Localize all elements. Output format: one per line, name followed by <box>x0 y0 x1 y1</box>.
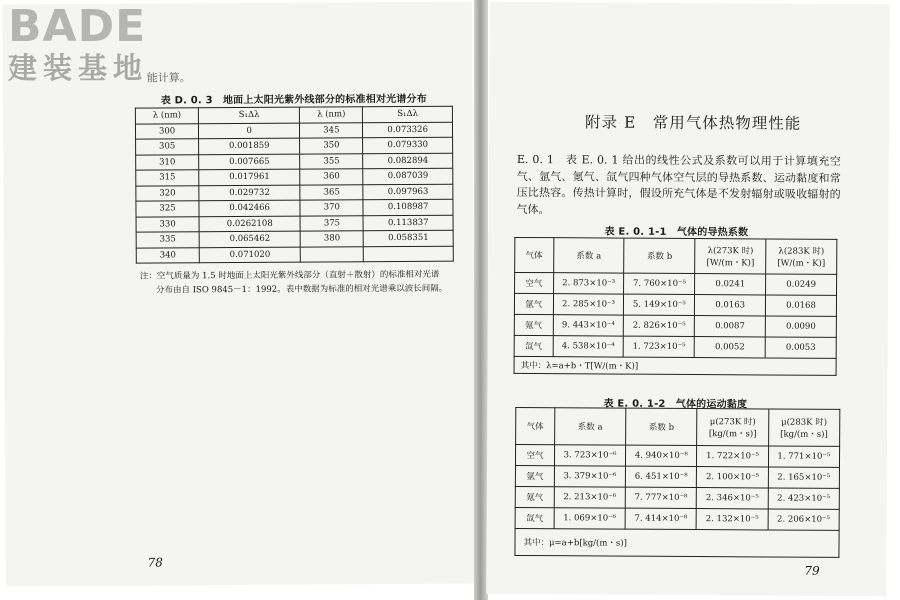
table-cell: 氩气 <box>515 465 554 486</box>
bade-watermark-logo <box>8 1 183 85</box>
table-e1 <box>514 237 838 376</box>
table-cell: 氩气 <box>514 293 553 314</box>
table-cell <box>301 246 364 262</box>
table-cell: 氙气 <box>514 335 553 356</box>
table-row <box>515 272 837 295</box>
table-cell: 0.073326 <box>363 122 453 138</box>
table-cell: 0.0262108 <box>199 216 300 232</box>
table-cell: 370 <box>300 200 363 216</box>
table-footer-row <box>515 528 839 557</box>
header-cell: 气体 <box>516 407 555 444</box>
header-cell: S₁Δλ <box>363 106 453 122</box>
table-cell: 0.082894 <box>363 153 453 169</box>
table-cell: 340 <box>136 247 199 263</box>
note-line: 分布由自 ISO 9845－1：1992。表中数据为标准的相对光谱乘以波长间隔。 <box>155 283 448 296</box>
table-cell: 315 <box>136 170 199 186</box>
header-cell <box>697 409 768 446</box>
table-cell: 325 <box>136 201 199 217</box>
table-cell: 2. 873×10⁻³ <box>553 273 624 294</box>
table-cell: 310 <box>136 154 199 170</box>
table-cell <box>364 246 454 262</box>
table-cell: 氙气 <box>515 507 554 528</box>
table-row <box>515 507 839 530</box>
table-cell: 氪气 <box>515 486 554 507</box>
table-cell: 1. 069×10⁻⁶ <box>554 508 625 529</box>
table-e1-caption: 表 E. 0. 1-1 气体的导热系数 <box>604 226 749 239</box>
table-cell: 0.0241 <box>695 274 766 295</box>
table-d03-caption: 表 D. 0. 3 地面上太阳光紫外线部分的标准相对光谱分布 <box>160 93 427 107</box>
table-cell: 7. 760×10⁻⁵ <box>624 273 695 294</box>
table-cell: 2. 423×10⁻⁵ <box>768 488 839 509</box>
header-line: [W/(m・K)] <box>777 258 826 269</box>
appendix-title: 附录 E 常用气体热物理性能 <box>585 113 802 133</box>
table-cell: 0.087039 <box>363 168 453 184</box>
header-cell: 系数 a <box>553 238 624 273</box>
table-cell: 0.0163 <box>695 295 766 316</box>
table-cell: 2. 826×10⁻⁵ <box>624 315 695 336</box>
table-cell: 6. 451×10⁻⁸ <box>625 466 696 487</box>
table-row <box>136 246 453 263</box>
table-cell: 3. 723×10⁻⁶ <box>554 445 625 466</box>
header-cell: 气体 <box>515 237 554 272</box>
table-cell: 9. 443×10⁻⁴ <box>553 315 624 336</box>
table-cell: 335 <box>136 232 199 248</box>
table-cell: 0.113837 <box>363 215 453 231</box>
table-footer: 其中：λ=a+b・T[W/(m・K)] <box>514 356 836 375</box>
table-cell: 2. 206×10⁻⁵ <box>768 509 839 530</box>
table-cell: 5. 149×10⁻⁵ <box>624 294 695 315</box>
page-number: 79 <box>804 563 820 578</box>
table-cell: 0.017961 <box>199 169 300 185</box>
table-cell: 0.001859 <box>199 138 300 154</box>
table-cell: 0.029732 <box>199 185 300 201</box>
table-row <box>514 293 836 316</box>
table-header-row <box>515 237 837 274</box>
table-cell: 0.0087 <box>695 316 766 337</box>
table-cell: 330 <box>136 216 199 232</box>
table-cell: 0.097963 <box>363 184 453 200</box>
header-line: λ(273K 时) <box>707 246 754 257</box>
header-cell: 系数 b <box>624 238 695 273</box>
table-cell: 氪气 <box>514 314 553 335</box>
table-cell: 365 <box>300 184 363 200</box>
table-cell: 1. 722×10⁻⁵ <box>697 446 768 467</box>
table-cell: 0.0249 <box>766 274 837 295</box>
table-cell: 0 <box>199 123 300 139</box>
table-cell: 1. 771×10⁻⁵ <box>768 446 839 467</box>
section-paragraph: E. 0. 1 表 E. 0. 1 给出的线性公式及系数可以用于计算填充空气、氩气、氪气、氙气四种气体空气层的导热系数、运动黏度和常压比热容。传热计算时，假设所充气体是不发射辐射或吸收辐射的气体。 <box>516 152 841 216</box>
table-cell: 1. 723×10⁻⁵ <box>624 336 695 357</box>
table-cell: 3. 379×10⁻⁶ <box>554 466 625 487</box>
table-row <box>515 465 839 488</box>
table-cell: 0.108987 <box>363 199 453 215</box>
table-cell: 2. 165×10⁻⁵ <box>768 467 839 488</box>
table-cell: 7. 777×10⁻⁸ <box>625 487 696 508</box>
header-line: [kg/(m・s)] <box>708 429 757 440</box>
table-cell: 300 <box>135 123 198 139</box>
table-cell: 380 <box>300 231 363 247</box>
header-cell: 系数 b <box>626 408 697 445</box>
header-line: μ(283K 时) <box>781 417 828 428</box>
table-cell: 2. 285×10⁻³ <box>553 294 624 315</box>
table-cell: 320 <box>136 185 199 201</box>
table-e2 <box>514 407 840 558</box>
table-cell: 0.042466 <box>199 200 300 216</box>
table-cell: 0.071020 <box>199 247 300 263</box>
table-cell: 0.0053 <box>765 337 836 358</box>
right-page <box>486 2 890 596</box>
table-cell: 0.0168 <box>766 295 837 316</box>
table-cell: 345 <box>300 122 363 138</box>
table-cell: 0.0090 <box>765 316 836 337</box>
header-cell <box>766 239 837 274</box>
table-d03 <box>135 106 454 264</box>
table-cell: 375 <box>300 215 363 231</box>
table-e2-caption: 表 E. 0. 1-2 气体的运动黏度 <box>603 398 748 411</box>
note-line: 注：空气质量为 1.5 时地面上太阳光紫外线部分（直射＋散射）的标准相对光谱 <box>139 269 440 282</box>
table-row <box>515 444 839 467</box>
table-cell: 2. 346×10⁻⁵ <box>697 488 768 509</box>
table-cell: 空气 <box>515 272 554 293</box>
header-line: μ(273K 时) <box>709 417 756 428</box>
table-cell: 4. 940×10⁻⁸ <box>626 445 697 466</box>
left-page <box>2 2 476 587</box>
table-cell: 2. 132×10⁻⁵ <box>696 509 767 530</box>
header-line: [kg/(m・s)] <box>780 429 828 440</box>
header-line: λ(283K 时) <box>778 246 825 257</box>
header-cell <box>768 409 840 446</box>
table-cell: 2. 213×10⁻⁶ <box>554 487 625 508</box>
table-cell: 0.079330 <box>363 137 453 153</box>
table-cell: 2. 100×10⁻⁵ <box>697 467 768 488</box>
table-cell: 305 <box>136 139 199 155</box>
header-cell: λ (nm) <box>300 107 363 123</box>
logo-brand-text: BADE <box>8 1 147 52</box>
table-cell: 355 <box>300 153 363 169</box>
table-cell: 0.0052 <box>694 337 765 358</box>
header-cell: 系数 a <box>554 408 625 445</box>
table-header-row <box>516 407 840 446</box>
table-footer-row <box>514 356 836 375</box>
header-cell: S₁Δλ <box>198 107 299 123</box>
table-footer: 其中：μ=a+b[kg/(m・s)] <box>515 528 839 557</box>
header-cell: λ (nm) <box>135 108 198 124</box>
table-row <box>514 335 836 358</box>
table-cell: 0.007665 <box>199 154 300 170</box>
header-line: [W/(m・K)] <box>706 258 755 269</box>
logo-chinese-text: 建装基地 <box>8 51 149 85</box>
header-cell <box>695 239 766 274</box>
table-cell: 350 <box>300 138 363 154</box>
table-d03-note <box>140 268 455 298</box>
cut-off-text: 能计算。 <box>146 71 191 85</box>
table-row <box>514 314 836 337</box>
table-cell: 0.065462 <box>199 231 300 247</box>
table-row <box>515 486 839 509</box>
table-cell: 4. 538×10⁻⁴ <box>553 336 624 357</box>
table-cell: 7. 414×10⁻⁸ <box>625 508 696 529</box>
table-cell: 空气 <box>515 444 554 465</box>
table-cell: 0.058351 <box>364 230 454 246</box>
page-number: 78 <box>147 555 163 570</box>
table-cell: 360 <box>300 169 363 185</box>
